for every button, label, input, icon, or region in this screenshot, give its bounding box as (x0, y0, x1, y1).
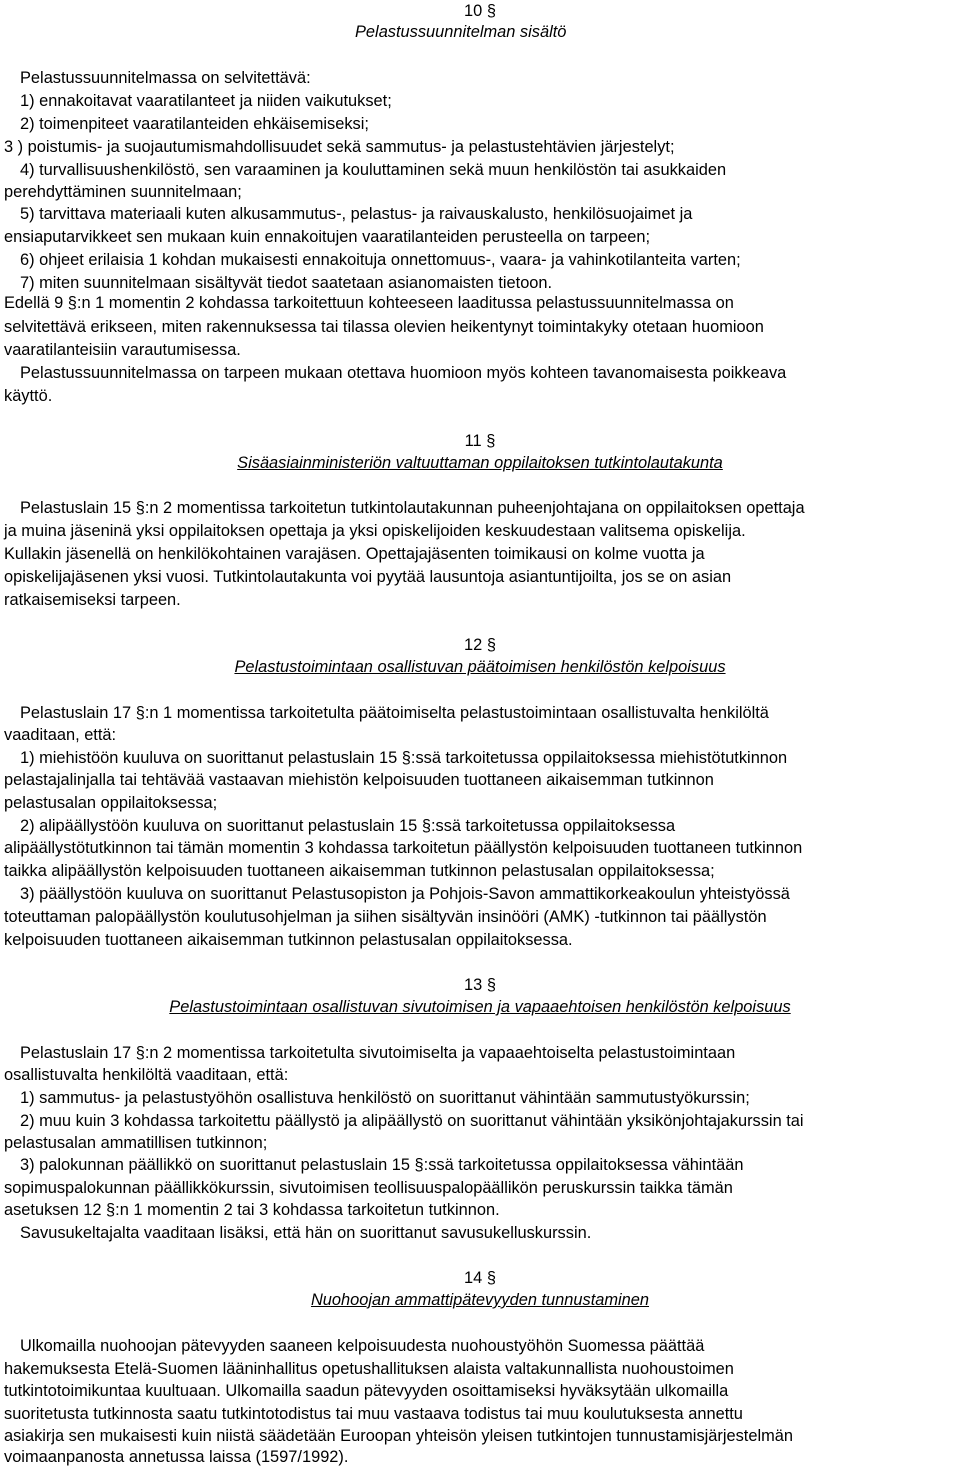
s13-line: 3) palokunnan päällikkö on suorittanut pelastuslain 15 §:ssä tarkoitetussa oppilaitoksessa vähintään (20, 1156, 744, 1174)
s10-line: 3 ) poistumis- ja suojautumismahdollisuudet sekä sammutus- ja pelastustehtävien järjestelyt; (4, 138, 675, 156)
s10-line: 6) ohjeet erilaisia 1 kohdan mukaisesti ennakoituja onnettomuus-, vaara- ja vahinkotilanteita varten; (20, 251, 741, 269)
section-13-title: Pelastustoimintaan osallistuvan sivutoimisen ja vapaaehtoisen henkilöstön kelpoisuus (169, 998, 791, 1016)
s10-line: perehdyttäminen suunnitelmaan; (4, 183, 242, 201)
s12-line: pelastusalan oppilaitoksessa; (4, 794, 218, 812)
s12-line: Pelastuslain 17 §:n 1 momentissa tarkoitetulta päätoimiselta pelastustoimintaan osallistuvalta henkilöltä (20, 704, 769, 722)
s14-line: voimaanpanosta annetussa laissa (1597/1992). (4, 1448, 349, 1466)
section-10-number: 10 § (464, 2, 496, 20)
s10-line: Pelastussuunnitelmassa on selvitettävä: (20, 69, 311, 87)
s10-line: käyttö. (4, 387, 53, 405)
s14-line: Ulkomailla nuohoojan pätevyyden saaneen kelpoisuudesta nuohoustyöhön Suomessa päättää (20, 1337, 705, 1355)
s13-line: 2) muu kuin 3 kohdassa tarkoitettu päällystö ja alipäällystö on suorittanut vähintään yksikönjohtajakurssin tai (20, 1112, 804, 1130)
s10-line: selvitettävä erikseen, miten rakennuksessa tai tilassa olevien heikentynyt toimintakyky otetaan huomioon (4, 318, 764, 336)
s12-line: pelastajalinjalla tai tehtävää vastaavan miehistön kelpoisuuden tuottaneen aikaisemman tutkinnon (4, 771, 714, 789)
s13-line: osallistuvalta henkilöltä vaaditaan, että: (4, 1066, 289, 1084)
section-14-number: 14 § (464, 1269, 496, 1287)
s10-line: 5) tarvittava materiaali kuten alkusammutus-, pelastus- ja raivauskalusto, henkilösuojaimet ja (20, 205, 693, 223)
s10-line: 1) ennakoitavat vaaratilanteet ja niiden vaikutukset; (20, 92, 392, 110)
s14-line: tutkintotoimikuntaa kuultuaan. Ulkomailla saadun pätevyyden osoittamiseksi hyväksytään ulkomailla (4, 1382, 729, 1400)
s10-line: 7) miten suunnitelmaan sisältyvät tiedot saatetaan asianomaisten tietoon. (20, 274, 553, 292)
s12-line: alipäällystötutkinnon tai tämän momentin 3 kohdassa tarkoitetun päällystön kelpoisuuden tuottaneen tutkinnon (4, 839, 803, 857)
s10-line: 2) toimenpiteet vaaratilanteiden ehkäisemiseksi; (20, 115, 369, 133)
section-13-number: 13 § (464, 976, 496, 994)
section-10-title: Pelastussuunnitelman sisältö (355, 23, 567, 41)
s12-line: toteuttaman palopäällystön koulutusohjelman ja siihen sisältyvän insinööri (AMK) -tutkinnon tai päällystön (4, 908, 767, 926)
section-12-number: 12 § (464, 636, 496, 654)
s10-line: ensiaputarvikkeet sen mukaan kuin ennakoitujen vaaratilanteiden perusteella on tarpeen; (4, 228, 651, 246)
s12-line: 1) miehistöön kuuluva on suorittanut pelastuslain 15 §:ssä tarkoitetussa oppilaitoksessa miehistötutkinnon (20, 749, 788, 767)
s13-line: pelastusalan ammatillisen tutkinnon; (4, 1134, 268, 1152)
s11-line: opiskelijajäsenen yksi vuosi. Tutkintolautakunta voi pyytää lausuntoja asiantuntijoilta, jos se on asian (4, 568, 732, 586)
s11-line: ja muina jäseninä yksi oppilaitoksen opettaja ja yksi opiskelijoiden keskuudestaan valitsema opiskelija. (4, 522, 746, 540)
s12-line: kelpoisuuden tuottaneen aikaisemman tutkinnon pelastusalan oppilaitoksessa. (4, 931, 573, 949)
s14-line: hakemuksesta Etelä-Suomen lääninhallitus opetushallituksen alaista valtakunnallista nuohoustoimen (4, 1360, 734, 1378)
s13-line: Savusukeltajalta vaaditaan lisäksi, että hän on suorittanut savusukelluskurssin. (20, 1224, 592, 1242)
s12-line: taikka alipäällystön kelpoisuuden tuottaneen aikaisemman tutkinnon pelastusalan oppilaitoksessa; (4, 862, 715, 880)
s13-line: 1) sammutus- ja pelastustyöhön osallistuva henkilöstö on suorittanut vähintään sammutustyökurssin; (20, 1089, 750, 1107)
s14-line: suoritetusta tutkinnosta saatu tutkintotodistus tai muu vastaava todistus tai muu koulutuksesta annettu (4, 1405, 743, 1423)
s12-line: 2) alipäällystöön kuuluva on suorittanut pelastuslain 15 §:ssä tarkoitetussa oppilaitoksessa (20, 817, 676, 835)
s13-line: sopimuspalokunnan päällikkökurssin, sivutoimisen teollisuuspalopäällikön peruskurssin taikka tämän (4, 1179, 733, 1197)
s10-line: Edellä 9 §:n 1 momentin 2 kohdassa tarkoitettuun kohteeseen laaditussa pelastussuunnitelmassa on (4, 294, 734, 312)
s10-line: 4) turvallisuushenkilöstö, sen varaaminen ja kouluttaminen sekä muun henkilöstön tai asukkaiden (20, 161, 727, 179)
section-14-title: Nuohoojan ammattipätevyyden tunnustaminen (310, 1291, 650, 1309)
s10-line: vaaratilanteisiin varautumisessa. (4, 341, 241, 359)
s11-line: Pelastuslain 15 §:n 2 momentissa tarkoitetun tutkintolautakunnan puheenjohtajana on oppilaitoksen opettaja (20, 499, 805, 517)
s12-line: vaaditaan, että: (4, 726, 117, 744)
s13-line: Pelastuslain 17 §:n 2 momentissa tarkoitetulta sivutoimiselta ja vapaaehtoiselta pelastustoimintaan (20, 1044, 736, 1062)
s11-line: ratkaisemiseksi tarpeen. (4, 591, 181, 609)
s14-line: asiakirja sen mukaisesti kuin niistä säädetään Euroopan yhteisön yleisen tutkintojen tunnustamisjärjestelmän (4, 1427, 794, 1445)
s13-line: asetuksen 12 §:n 1 momentin 2 tai 3 kohdassa tarkoitetun tutkinnon. (4, 1201, 500, 1219)
section-12-title: Pelastustoimintaan osallistuvan päätoimisen henkilöstön kelpoisuus (234, 658, 726, 676)
section-11-title: Sisäasiainministeriön valtuuttaman oppilaitoksen tutkintolautakunta (237, 454, 723, 472)
s11-line: Kullakin jäsenellä on henkilökohtainen varajäsen. Opettajajäsenten toimikausi on kolme vuotta ja (4, 545, 705, 563)
section-11-number: 11 § (464, 432, 496, 450)
s10-line: Pelastussuunnitelmassa on tarpeen mukaan otettava huomioon myös kohteen tavanomaisesta poikkeava (20, 364, 787, 382)
s12-line: 3) päällystöön kuuluva on suorittanut Pelastusopiston ja Pohjois-Savon ammattikorkeakoulun yhteistyössä (20, 885, 790, 903)
